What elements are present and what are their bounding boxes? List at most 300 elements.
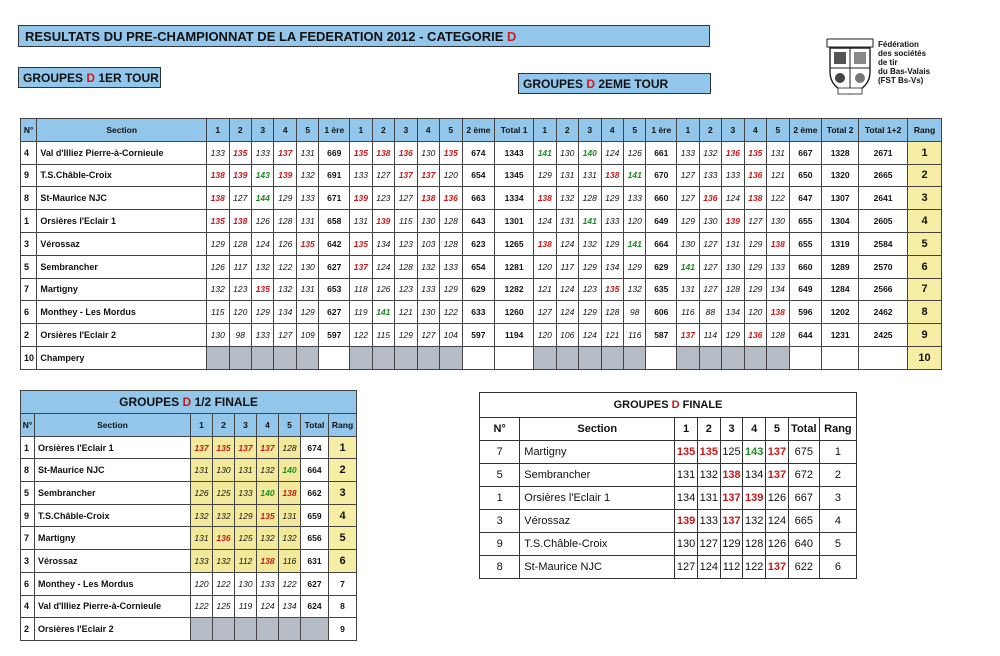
score-cell: 138 <box>257 550 279 573</box>
total-cell: 664 <box>301 459 329 482</box>
score-cell: 116 <box>623 324 645 347</box>
score-cell: 138 <box>767 232 789 255</box>
score-cell: 133 <box>699 164 721 187</box>
score-cell: 128 <box>440 232 462 255</box>
total12-cell: 2570 <box>859 255 908 278</box>
score-cell: 112 <box>235 550 257 573</box>
subtotal-cell: 644 <box>789 324 822 347</box>
table-row <box>21 504 357 527</box>
score-cell: 124 <box>697 556 720 579</box>
score-cell: 133 <box>207 141 229 164</box>
subtotal-cell: 606 <box>646 301 677 324</box>
empty-cell <box>601 346 623 369</box>
total12-cell: 2605 <box>859 210 908 233</box>
header-subtotal: 1 ère <box>319 119 350 142</box>
row-number: 2 <box>21 618 35 641</box>
header-total1: Total 1 <box>495 119 534 142</box>
score-cell: 132 <box>417 255 439 278</box>
score-cell: 135 <box>296 232 318 255</box>
score-cell: 135 <box>601 278 623 301</box>
score-cell: 129 <box>251 301 273 324</box>
rank-cell: 5 <box>908 232 942 255</box>
score-cell: 133 <box>251 141 273 164</box>
subtotal-cell: 669 <box>319 141 350 164</box>
header-shot: 2 <box>229 119 251 142</box>
score-cell: 130 <box>417 210 439 233</box>
empty-cell <box>462 346 495 369</box>
score-cell: 131 <box>675 464 698 487</box>
total1-cell: 1345 <box>495 164 534 187</box>
score-cell: 141 <box>677 255 699 278</box>
table-row <box>480 556 857 579</box>
federation-name <box>878 40 930 85</box>
score-cell: 126 <box>766 533 789 556</box>
score-cell: 127 <box>675 556 698 579</box>
header-shot: 5 <box>296 119 318 142</box>
score-cell: 112 <box>720 556 743 579</box>
score-cell: 130 <box>417 141 439 164</box>
row-number: 3 <box>21 550 35 573</box>
score-cell: 129 <box>720 533 743 556</box>
group-word: GROUPES <box>613 399 669 411</box>
total1-cell: 1265 <box>495 232 534 255</box>
score-cell: 138 <box>534 232 556 255</box>
score-cell: 137 <box>191 436 213 459</box>
score-cell: 132 <box>296 164 318 187</box>
fed-line: du Bas-Valais <box>878 67 931 76</box>
total12-cell: 2566 <box>859 278 908 301</box>
total12-cell: 2584 <box>859 232 908 255</box>
empty-cell <box>789 346 822 369</box>
score-cell: 132 <box>213 550 235 573</box>
subtotal-cell: 655 <box>789 210 822 233</box>
score-cell: 121 <box>534 278 556 301</box>
score-cell: 126 <box>207 255 229 278</box>
subtotal-cell: 654 <box>462 255 495 278</box>
page-title <box>18 25 710 47</box>
header-shot: 1 <box>677 119 699 142</box>
score-cell: 129 <box>677 210 699 233</box>
table-row <box>21 595 357 618</box>
score-cell: 138 <box>744 187 766 210</box>
header-rang: Rang <box>329 414 357 437</box>
header-shot: 5 <box>767 119 789 142</box>
score-cell: 127 <box>744 210 766 233</box>
score-cell: 133 <box>767 255 789 278</box>
score-cell: 140 <box>279 459 301 482</box>
score-cell: 138 <box>279 482 301 505</box>
header-shot: 5 <box>766 418 789 441</box>
score-cell: 140 <box>257 482 279 505</box>
row-number: 9 <box>21 504 35 527</box>
score-cell: 132 <box>207 278 229 301</box>
total2-cell: 1284 <box>822 278 859 301</box>
row-number: 8 <box>21 459 35 482</box>
header-number: N° <box>21 414 35 437</box>
score-cell: 132 <box>279 527 301 550</box>
total-cell: 640 <box>788 533 819 556</box>
empty-cell <box>279 618 301 641</box>
empty-cell <box>677 346 699 369</box>
score-cell: 122 <box>279 572 301 595</box>
row-section-name: Monthey - Les Mordus <box>37 301 207 324</box>
score-cell: 141 <box>623 232 645 255</box>
fed-line: des sociétés <box>878 49 927 58</box>
score-cell: 120 <box>623 210 645 233</box>
score-cell: 138 <box>534 187 556 210</box>
score-cell: 131 <box>191 459 213 482</box>
header-row <box>21 119 942 142</box>
score-cell: 138 <box>207 164 229 187</box>
tour-results-table <box>20 118 942 370</box>
score-cell: 120 <box>534 255 556 278</box>
group-cat: D <box>86 71 96 85</box>
score-cell: 135 <box>207 210 229 233</box>
score-cell: 124 <box>556 232 578 255</box>
row-section-name: Val d'Illiez Pierre-à-Cornieule <box>35 595 191 618</box>
federation-logo <box>826 38 874 96</box>
score-cell: 138 <box>767 301 789 324</box>
score-cell: 132 <box>257 527 279 550</box>
score-cell: 132 <box>257 459 279 482</box>
rank-cell: 4 <box>819 510 856 533</box>
score-cell: 123 <box>579 278 601 301</box>
score-cell: 133 <box>191 550 213 573</box>
score-cell: 140 <box>579 141 601 164</box>
rank-cell: 2 <box>908 164 942 187</box>
empty-cell <box>534 346 556 369</box>
row-number: 1 <box>480 487 520 510</box>
score-cell: 121 <box>601 324 623 347</box>
row-section-name: Orsières l'Eclair 1 <box>35 436 191 459</box>
score-cell: 132 <box>623 278 645 301</box>
header-shot: 2 <box>372 119 394 142</box>
empty-cell <box>301 618 329 641</box>
rank-cell: 2 <box>819 464 856 487</box>
group-word: GROUPES <box>23 71 84 85</box>
table-row <box>480 487 857 510</box>
header-total: Total <box>301 414 329 437</box>
score-cell: 128 <box>579 187 601 210</box>
subtotal-cell: 663 <box>462 187 495 210</box>
header-shot: 2 <box>213 414 235 437</box>
subtotal-cell: 647 <box>789 187 822 210</box>
score-cell: 132 <box>213 504 235 527</box>
score-cell: 134 <box>675 487 698 510</box>
score-cell: 139 <box>722 210 744 233</box>
score-cell: 137 <box>235 436 257 459</box>
score-cell: 133 <box>251 324 273 347</box>
row-section-name: Orsières l'Eclair 1 <box>37 210 207 233</box>
score-cell: 132 <box>579 232 601 255</box>
row-section-name: Martigny <box>35 527 191 550</box>
total-cell: 675 <box>788 441 819 464</box>
score-cell: 130 <box>417 301 439 324</box>
total12-cell: 2425 <box>859 324 908 347</box>
score-cell: 120 <box>229 301 251 324</box>
subtotal-cell: 597 <box>462 324 495 347</box>
subtotal-cell: 649 <box>789 278 822 301</box>
empty-cell <box>722 346 744 369</box>
total1-cell: 1343 <box>495 141 534 164</box>
score-cell: 137 <box>720 487 743 510</box>
group-tour1-banner <box>18 67 161 88</box>
row-section-name: Orsières l'Eclair 2 <box>37 324 207 347</box>
score-cell: 115 <box>372 324 394 347</box>
score-cell: 137 <box>274 141 296 164</box>
row-section-name: Val d'Illiez Pierre-à-Cornieule <box>37 141 207 164</box>
score-cell: 124 <box>251 232 273 255</box>
score-cell: 124 <box>722 187 744 210</box>
header-shot: 4 <box>257 414 279 437</box>
score-cell: 126 <box>191 482 213 505</box>
score-cell: 120 <box>744 301 766 324</box>
score-cell: 131 <box>350 210 372 233</box>
row-section-name: St-Maurice NJC <box>35 459 191 482</box>
header-shot: 2 <box>556 119 578 142</box>
total-cell: 622 <box>788 556 819 579</box>
score-cell: 137 <box>257 436 279 459</box>
title-category: D <box>506 29 517 44</box>
header-shot: 5 <box>440 119 462 142</box>
score-cell: 103 <box>417 232 439 255</box>
total-cell: 674 <box>301 436 329 459</box>
score-cell: 134 <box>743 464 766 487</box>
fed-line: (FST Bs-Vs) <box>878 76 924 85</box>
score-cell: 141 <box>623 164 645 187</box>
empty-cell <box>251 346 273 369</box>
table-row <box>480 464 857 487</box>
score-cell: 124 <box>601 141 623 164</box>
score-cell: 121 <box>395 301 417 324</box>
header-shot: 3 <box>251 119 273 142</box>
score-cell: 129 <box>623 255 645 278</box>
score-cell: 132 <box>556 187 578 210</box>
score-cell: 130 <box>235 572 257 595</box>
rank-cell: 2 <box>329 459 357 482</box>
total2-cell: 1304 <box>822 210 859 233</box>
subtotal-cell: 661 <box>646 141 677 164</box>
score-cell: 116 <box>279 550 301 573</box>
empty-cell <box>213 618 235 641</box>
total-cell: 631 <box>301 550 329 573</box>
total2-cell: 1328 <box>822 141 859 164</box>
total1-cell: 1194 <box>495 324 534 347</box>
subtotal-cell: 587 <box>646 324 677 347</box>
rank-cell: 6 <box>329 550 357 573</box>
final-table <box>479 392 857 579</box>
group-word: GROUPES <box>119 395 180 409</box>
subtotal-cell: 629 <box>646 255 677 278</box>
score-cell: 135 <box>744 141 766 164</box>
score-cell: 134 <box>372 232 394 255</box>
total-cell: 662 <box>301 482 329 505</box>
header-shot: 4 <box>743 418 766 441</box>
score-cell: 133 <box>296 187 318 210</box>
empty-cell <box>319 346 350 369</box>
header-shot: 3 <box>722 119 744 142</box>
header-shot: 1 <box>350 119 372 142</box>
score-cell: 139 <box>743 487 766 510</box>
score-cell: 128 <box>395 255 417 278</box>
header-row <box>21 414 357 437</box>
total-cell: 665 <box>788 510 819 533</box>
score-cell: 129 <box>534 164 556 187</box>
score-cell: 131 <box>579 164 601 187</box>
score-cell: 133 <box>601 210 623 233</box>
rank-cell: 4 <box>908 210 942 233</box>
score-cell: 126 <box>372 278 394 301</box>
score-cell: 133 <box>440 255 462 278</box>
score-cell: 131 <box>677 278 699 301</box>
total1-cell: 1282 <box>495 278 534 301</box>
semi-label: 1/2 FINALE <box>194 395 258 409</box>
row-number: 7 <box>21 527 35 550</box>
subtotal-cell: 597 <box>319 324 350 347</box>
score-cell: 128 <box>743 533 766 556</box>
score-cell: 132 <box>697 464 720 487</box>
final-label: FINALE <box>682 399 723 411</box>
score-cell: 130 <box>207 324 229 347</box>
subtotal-cell: 627 <box>319 301 350 324</box>
empty-cell <box>372 346 394 369</box>
score-cell: 124 <box>556 301 578 324</box>
score-cell: 128 <box>601 301 623 324</box>
score-cell: 127 <box>372 164 394 187</box>
tour2-label: 2EME TOUR <box>598 77 669 91</box>
score-cell: 134 <box>601 255 623 278</box>
group-cat: D <box>671 399 680 411</box>
score-cell: 132 <box>274 278 296 301</box>
score-cell: 98 <box>623 301 645 324</box>
rank-cell: 3 <box>908 187 942 210</box>
score-cell: 122 <box>743 556 766 579</box>
rank-cell: 5 <box>819 533 856 556</box>
score-cell: 129 <box>579 255 601 278</box>
group-word: GROUPES <box>523 77 584 91</box>
table-row <box>21 232 942 255</box>
total1-cell: 1301 <box>495 210 534 233</box>
subtotal-cell: 633 <box>462 301 495 324</box>
subtotal-cell: 596 <box>789 301 822 324</box>
header-total2: Total 2 <box>822 119 859 142</box>
total2-cell: 1320 <box>822 164 859 187</box>
empty-cell <box>207 346 229 369</box>
total1-cell: 1334 <box>495 187 534 210</box>
row-number: 6 <box>21 301 37 324</box>
score-cell: 119 <box>235 595 257 618</box>
score-cell: 114 <box>699 324 721 347</box>
row-section-name: Martigny <box>520 441 675 464</box>
header-subtotal: 2 ème <box>789 119 822 142</box>
score-cell: 135 <box>257 504 279 527</box>
row-number: 4 <box>21 141 37 164</box>
score-cell: 138 <box>720 464 743 487</box>
rank-cell: 8 <box>329 595 357 618</box>
subtotal-cell: 653 <box>319 278 350 301</box>
table-row <box>21 550 357 573</box>
rank-cell: 7 <box>908 278 942 301</box>
table-row <box>480 441 857 464</box>
empty-cell <box>350 346 372 369</box>
score-cell: 133 <box>722 164 744 187</box>
subtotal-cell: 629 <box>462 278 495 301</box>
total12-cell: 2641 <box>859 187 908 210</box>
score-cell: 136 <box>213 527 235 550</box>
empty-cell <box>395 346 417 369</box>
score-cell: 143 <box>251 164 273 187</box>
total1-cell: 1260 <box>495 301 534 324</box>
score-cell: 123 <box>395 232 417 255</box>
score-cell: 127 <box>534 301 556 324</box>
score-cell: 136 <box>699 187 721 210</box>
score-cell: 135 <box>251 278 273 301</box>
subtotal-cell: 670 <box>646 164 677 187</box>
header-number: N° <box>21 119 37 142</box>
score-cell: 133 <box>623 187 645 210</box>
score-cell: 138 <box>372 141 394 164</box>
empty-cell <box>646 346 677 369</box>
score-cell: 109 <box>296 324 318 347</box>
subtotal-cell: 660 <box>646 187 677 210</box>
score-cell: 133 <box>677 141 699 164</box>
score-cell: 124 <box>372 255 394 278</box>
score-cell: 139 <box>350 187 372 210</box>
score-cell: 125 <box>213 482 235 505</box>
rank-cell: 6 <box>819 556 856 579</box>
score-cell: 137 <box>350 255 372 278</box>
score-cell: 106 <box>556 324 578 347</box>
header-rang: Rang <box>819 418 856 441</box>
empty-cell <box>556 346 578 369</box>
score-cell: 135 <box>350 141 372 164</box>
row-section-name: Sembrancher <box>35 482 191 505</box>
score-cell: 130 <box>296 255 318 278</box>
score-cell: 131 <box>767 141 789 164</box>
table-row <box>21 527 357 550</box>
total12-cell: 2671 <box>859 141 908 164</box>
semi-final-banner <box>21 391 357 414</box>
total2-cell: 1231 <box>822 324 859 347</box>
score-cell: 127 <box>229 187 251 210</box>
score-cell: 139 <box>229 164 251 187</box>
row-number: 5 <box>480 464 520 487</box>
score-cell: 122 <box>440 301 462 324</box>
table-row <box>21 210 942 233</box>
score-cell: 120 <box>191 572 213 595</box>
score-cell: 138 <box>229 210 251 233</box>
score-cell: 115 <box>395 210 417 233</box>
empty-cell <box>767 346 789 369</box>
score-cell: 123 <box>229 278 251 301</box>
total-cell: 624 <box>301 595 329 618</box>
header-total: Total <box>788 418 819 441</box>
score-cell: 130 <box>556 141 578 164</box>
header-shot: 2 <box>699 119 721 142</box>
row-number: 5 <box>21 255 37 278</box>
score-cell: 131 <box>279 504 301 527</box>
row-number: 7 <box>480 441 520 464</box>
score-cell: 127 <box>699 255 721 278</box>
empty-cell <box>235 618 257 641</box>
rank-cell: 3 <box>819 487 856 510</box>
score-cell: 138 <box>601 164 623 187</box>
header-shot: 3 <box>579 119 601 142</box>
header-shot: 4 <box>744 119 766 142</box>
score-cell: 131 <box>235 459 257 482</box>
subtotal-cell: 627 <box>319 255 350 278</box>
score-cell: 132 <box>743 510 766 533</box>
